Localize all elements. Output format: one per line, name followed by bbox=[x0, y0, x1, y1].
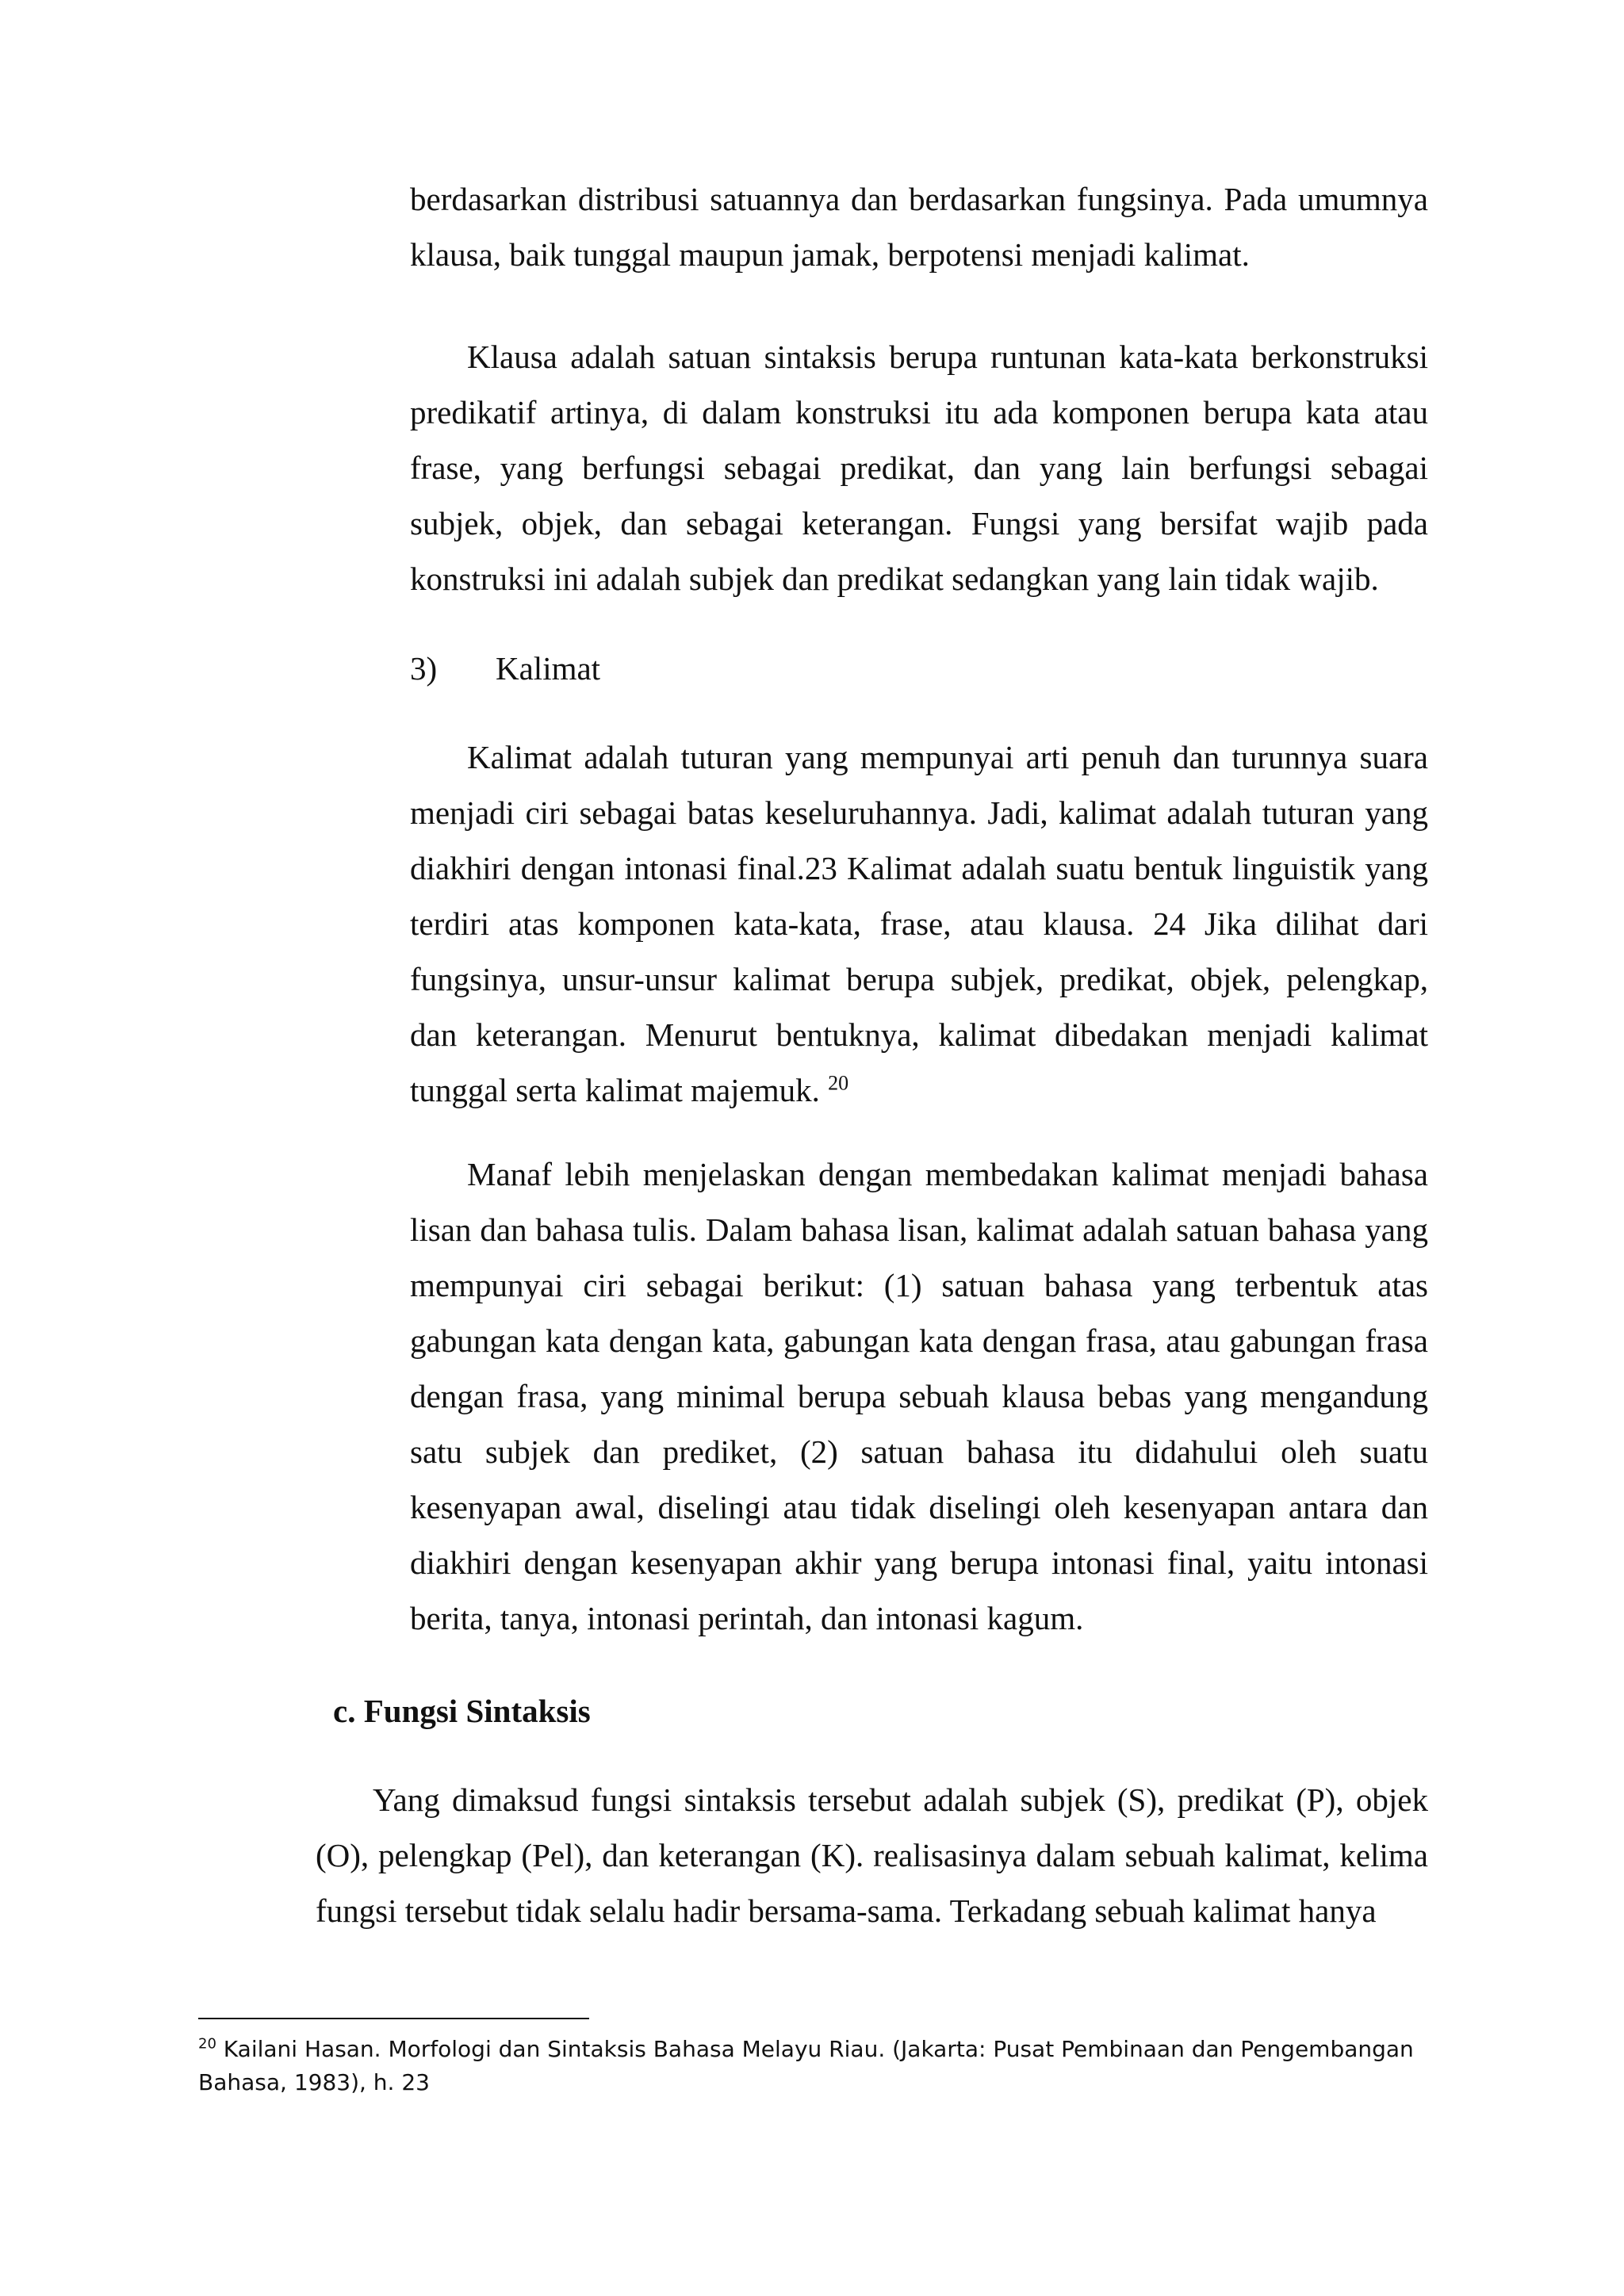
section-heading-fungsi-sintaksis: c. Fungsi Sintaksis bbox=[333, 1693, 591, 1729]
footnote-reference: 20 bbox=[828, 1071, 849, 1095]
paragraph-manaf: Manaf lebih menjelaskan dengan membedakan kalimat menjadi bahasa lisan dan bahasa tulis. Dalam bahasa lisan, kalimat adalah satuan bahasa yang mempunyai ciri sebagai berikut: (1) satuan bahasa yang terbentuk atas gabungan kata dengan kata, gabungan kata dengan frasa, atau gabungan frasa dengan frasa, yang minimal berupa sebuah klausa bebas yang mengandung satu subjek dan prediket, (2) satuan bahasa itu didahului oleh suatu kesenyapan awal, diselingi atau tidak diselingi oleh kesenyapan antara dan diakhiri dengan kesenyapan akhir yang berupa intonasi final, yaitu intonasi berita, tanya, intonasi perintah, dan intonasi kagum. bbox=[410, 1156, 1428, 1636]
paragraph-kalimat bbox=[410, 729, 1428, 1118]
paragraph-fungsi-sintaksis: Yang dimaksud fungsi sintaksis tersebut adalah subjek (S), predikat (P), objek (O), pelengkap (Pel), dan keterangan (K). realisasinya dalam sebuah kalimat, kelima fungsi tersebut tidak selalu hadir bersama-sama. Terkadang sebuah kalimat hanya bbox=[316, 1781, 1428, 1929]
paragraph-continuation: berdasarkan distribusi satuannya dan berdasarkan fungsinya. Pada umumnya klausa, baik tunggal maupun jamak, berpotensi menjadi kalimat. bbox=[410, 181, 1428, 273]
footnote-text: Kailani Hasan. Morfologi dan Sintaksis Bahasa Melayu Riau. (Jakarta: Pusat Pembinaan dan Pengembangan Bahasa, 1983), h. 23 bbox=[198, 2036, 1414, 2095]
paragraph-kalimat-text: Kalimat adalah tuturan yang mempunyai arti penuh dan turunnya suara menjadi ciri sebagai batas keseluruhannya. Jadi, kalimat adalah tuturan yang diakhiri dengan intonasi final.23 Kalimat adalah suatu bentuk linguistik yang terdiri atas komponen kata-kata, frase, atau klausa. 24 Jika dilihat dari fungsinya, unsur-unsur kalimat berupa subjek, predikat, objek, pelengkap, dan keterangan. Menurut bentuknya, kalimat dibedakan menjadi kalimat tunggal serta kalimat majemuk. bbox=[410, 739, 1428, 1108]
subheading-kalimat bbox=[410, 641, 600, 696]
footnote-number: 20 bbox=[198, 2035, 216, 2053]
paragraph-klausa: Klausa adalah satuan sintaksis berupa runtunan kata-kata berkonstruksi predikatif artinya, di dalam konstruksi itu ada komponen berupa kata atau frase, yang berfungsi sebagai predikat, dan yang lain berfungsi sebagai subjek, objek, dan sebagai keterangan. Fungsi yang bersifat wajib pada konstruksi ini adalah subjek dan predikat sedangkan yang lain tidak wajib. bbox=[410, 339, 1428, 597]
subheading-title: Kalimat bbox=[496, 650, 601, 687]
subheading-number: 3) bbox=[410, 650, 438, 687]
footnote-separator bbox=[198, 2018, 589, 2019]
footnote bbox=[198, 2033, 1435, 2099]
